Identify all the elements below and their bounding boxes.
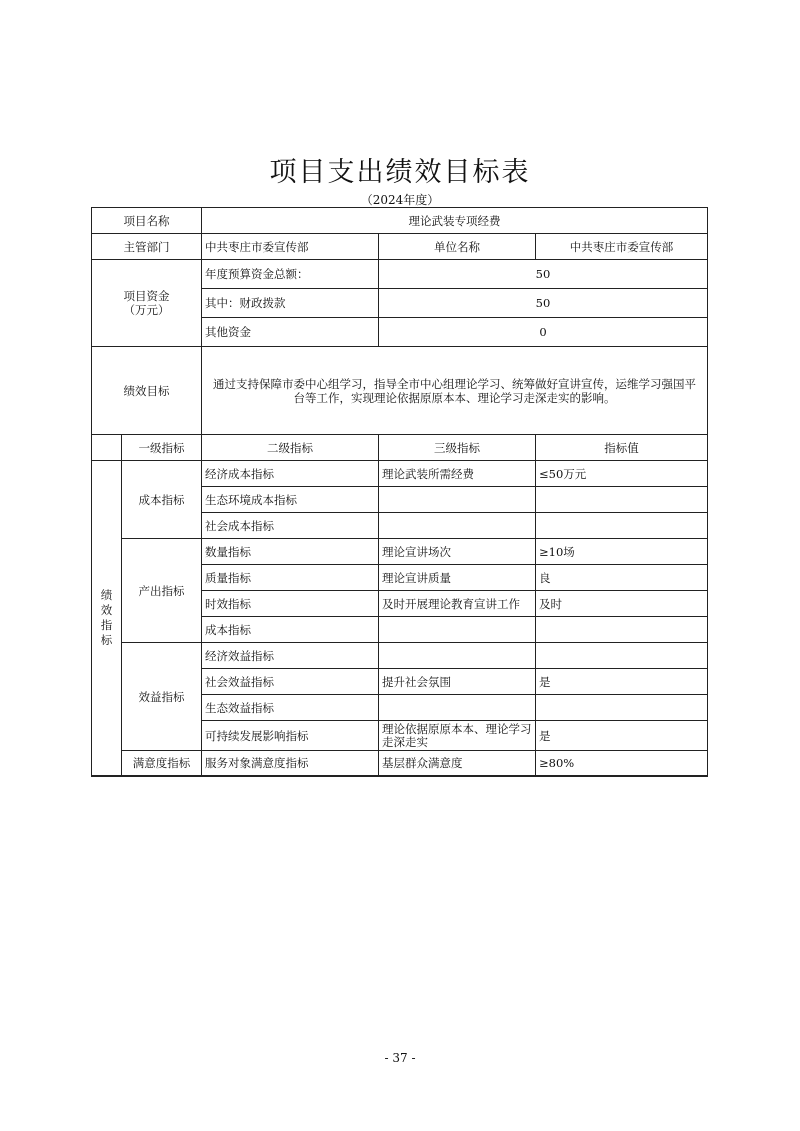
level3-cell: 理论宣讲质量 — [379, 565, 536, 591]
indicator-value-cell: 及时 — [536, 591, 708, 617]
goal-row — [92, 347, 708, 435]
department-label: 主管部门 — [92, 234, 202, 260]
goal-label: 绩效目标 — [92, 347, 202, 435]
unit-value: 中共枣庄市委宣传部 — [536, 234, 708, 260]
project-name-value: 理论武装专项经费 — [202, 208, 708, 234]
level3-cell — [379, 617, 536, 643]
level2-cell: 服务对象满意度指标 — [202, 751, 379, 776]
indicator-group-label: 绩效指标 — [100, 587, 113, 647]
department-value: 中共枣庄市委宣传部 — [202, 234, 379, 260]
funds-fiscal-value: 50 — [379, 289, 708, 318]
indicator-group-label-cell — [92, 461, 122, 776]
level2-cell: 成本指标 — [202, 617, 379, 643]
header-level1: 一级指标 — [122, 435, 202, 461]
header-level2: 二级指标 — [202, 435, 379, 461]
indicator-header-row — [92, 435, 708, 461]
unit-label: 单位名称 — [379, 234, 536, 260]
indicator-value-cell — [536, 487, 708, 513]
page-title: 项目支出绩效目标表 — [269, 157, 531, 188]
project-name-label: 项目名称 — [92, 208, 202, 234]
level3-cell — [379, 487, 536, 513]
table-row — [92, 461, 708, 487]
level3-cell — [379, 643, 536, 669]
funds-unit: （万元） — [123, 303, 170, 317]
header-blank — [92, 435, 122, 461]
indicator-value-cell — [536, 695, 708, 721]
indicator-value-cell — [536, 617, 708, 643]
level2-cell: 可持续发展影响指标 — [202, 721, 379, 751]
funds-total-value: 50 — [379, 260, 708, 289]
level3-cell: 理论宣讲场次 — [379, 539, 536, 565]
funds-other-value: 0 — [379, 318, 708, 347]
indicator-value-cell — [536, 643, 708, 669]
level1-benefit: 效益指标 — [122, 643, 202, 751]
level2-cell: 经济成本指标 — [202, 461, 379, 487]
level3-cell: 及时开展理论教育宣讲工作 — [379, 591, 536, 617]
level2-cell: 时效指标 — [202, 591, 379, 617]
level3-cell: 理论武装所需经费 — [379, 461, 536, 487]
level2-cell: 数量指标 — [202, 539, 379, 565]
funds-label: 项目资金 — [123, 289, 170, 303]
level3-cell — [379, 513, 536, 539]
header-value: 指标值 — [536, 435, 708, 461]
year-label: （2024年度） — [360, 193, 440, 207]
goal-text: 通过支持保障市委中心组学习，指导全市中心组理论学习、统筹做好宣讲宣传，运维学习强国平台等工作，实现理论依据原原本本、理论学习走深走实的影响。 — [202, 347, 708, 435]
level3-cell: 提升社会氛围 — [379, 669, 536, 695]
level1-cost: 成本指标 — [122, 461, 202, 539]
level2-cell: 生态效益指标 — [202, 695, 379, 721]
level2-cell: 质量指标 — [202, 565, 379, 591]
level3-cell — [379, 695, 536, 721]
level2-cell: 社会成本指标 — [202, 513, 379, 539]
indicator-value-cell: 是 — [536, 721, 708, 751]
level2-cell: 社会效益指标 — [202, 669, 379, 695]
department-row — [92, 234, 708, 260]
header-level3: 三级指标 — [379, 435, 536, 461]
indicator-value-cell: ≥10场 — [536, 539, 708, 565]
funds-total-label: 年度预算资金总额： — [202, 260, 379, 289]
table-row — [92, 539, 708, 565]
level2-cell: 生态环境成本指标 — [202, 487, 379, 513]
table-row — [92, 751, 708, 776]
level2-cell: 经济效益指标 — [202, 643, 379, 669]
level3-cell: 基层群众满意度 — [379, 751, 536, 776]
level3-cell: 理论依据原原本本、理论学习走深走实 — [379, 721, 536, 751]
level1-output: 产出指标 — [122, 539, 202, 643]
funds-label-cell — [92, 260, 202, 347]
project-name-row — [92, 208, 708, 234]
page-number: - 37 - — [384, 1051, 416, 1065]
indicator-value-cell: ≤50万元 — [536, 461, 708, 487]
funds-fiscal-label: 其中：财政拨款 — [202, 289, 379, 318]
performance-table — [91, 207, 708, 777]
indicator-value-cell — [536, 513, 708, 539]
level1-satisfaction: 满意度指标 — [122, 751, 202, 776]
funds-other-label: 其他资金 — [202, 318, 379, 347]
funds-row — [92, 260, 708, 289]
indicator-value-cell: ≥80% — [536, 751, 708, 776]
indicator-value-cell: 是 — [536, 669, 708, 695]
table-row — [92, 643, 708, 669]
indicator-value-cell: 良 — [536, 565, 708, 591]
